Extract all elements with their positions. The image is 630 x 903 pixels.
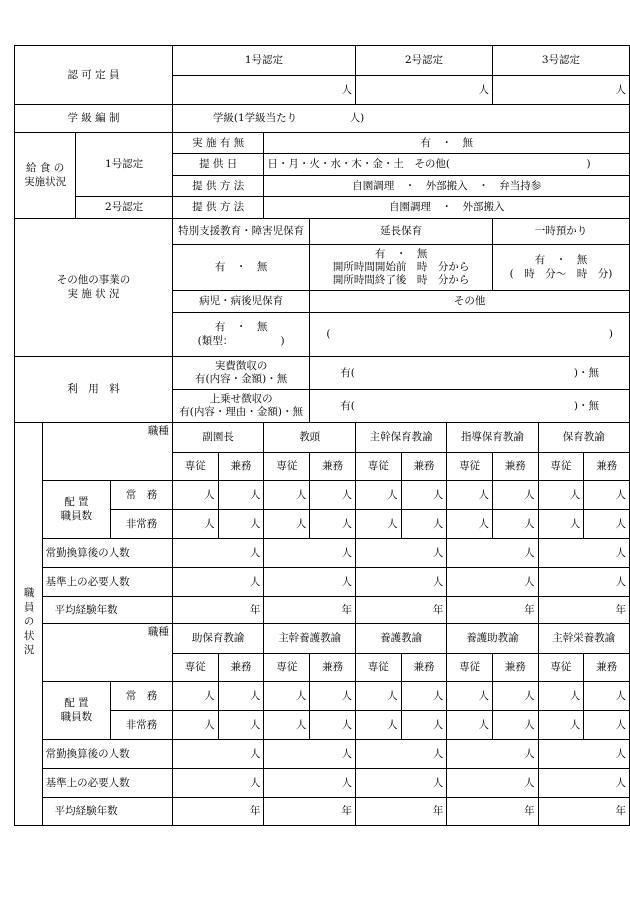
fulltime-header: 専従 — [172, 654, 218, 682]
temporary-care-header: 一時預かり — [492, 219, 629, 245]
staff-cell[interactable]: 人 — [492, 481, 538, 510]
staff-year-cell[interactable]: 年 — [538, 798, 629, 826]
staff-sum-cell[interactable]: 人 — [447, 568, 538, 597]
extended-care-value[interactable] — [310, 245, 493, 291]
staff-converted-row-2 — [15, 740, 630, 769]
fulltime-header: 専従 — [538, 453, 584, 481]
staff-cell[interactable]: 人 — [584, 510, 630, 539]
required-label: 基準上の必要人数 — [42, 769, 172, 798]
staff-year-cell[interactable]: 年 — [447, 798, 538, 826]
other-value[interactable] — [310, 313, 630, 357]
meals-method-label-1: 提 供 方 法 — [172, 176, 264, 197]
role-header-1-1: 教頭 — [264, 423, 356, 453]
staff-required-row-2 — [15, 769, 630, 798]
staff-cell[interactable]: 人 — [218, 682, 264, 711]
fees-extra-line2: 有(内容・理由・金額)・無 — [179, 406, 303, 418]
capacity-level2-header: 2号認定 — [355, 46, 492, 76]
parttime-header: 兼務 — [492, 654, 538, 682]
staff-cell[interactable]: 人 — [584, 711, 630, 740]
parttime-header: 兼務 — [584, 453, 630, 481]
staff-cell[interactable]: 人 — [401, 481, 447, 510]
staff-sum-cell[interactable]: 人 — [355, 568, 446, 597]
staff-cell[interactable]: 人 — [355, 481, 401, 510]
fulltime-header: 専従 — [172, 453, 218, 481]
staff-cell[interactable]: 人 — [310, 510, 356, 539]
required-label: 基準上の必要人数 — [42, 568, 172, 597]
staff-sum-cell[interactable]: 人 — [172, 769, 264, 798]
meals-days-value[interactable]: 日・月・火・水・木・金・土 その他( ) — [264, 154, 630, 176]
other-services-label — [15, 219, 173, 357]
staff-sum-cell[interactable]: 人 — [355, 539, 446, 568]
assigned-staff-label-1 — [42, 481, 111, 539]
staff-cell[interactable]: 人 — [401, 711, 447, 740]
staff-cell[interactable]: 人 — [355, 510, 401, 539]
sick-child-header: 病児・病後児保育 — [172, 291, 309, 313]
meals-method-value-2[interactable]: 自園調理 ・ 外部搬入 — [264, 197, 630, 219]
extended-care-end: 開所時間終了後 時 分から — [332, 274, 470, 287]
extended-care-yes-no: 有 ・ 無 — [374, 247, 428, 260]
other-header: その他 — [310, 291, 630, 313]
temporary-care-yes-no: 有 ・ 無 — [534, 254, 588, 267]
staff-year-cell[interactable]: 年 — [264, 798, 356, 826]
role-header-2-2: 養護教諭 — [355, 624, 446, 654]
meals-days-label: 提 供 日 — [172, 154, 264, 176]
fees-actual-open: 有( — [340, 366, 355, 379]
staff-cell[interactable]: 人 — [264, 510, 310, 539]
meals-label — [15, 133, 76, 219]
capacity-level1-header: 1号認定 — [172, 46, 355, 76]
temporary-care-value[interactable] — [492, 245, 629, 291]
extended-care-header: 延長保育 — [310, 219, 493, 245]
staff-cell[interactable]: 人 — [538, 510, 584, 539]
staff-cell[interactable]: 人 — [310, 682, 356, 711]
staff-converted-row-1 — [15, 539, 630, 568]
staff-sum-cell[interactable]: 人 — [172, 740, 264, 769]
parttime-header: 兼務 — [584, 654, 630, 682]
staff-cell[interactable]: 人 — [355, 711, 401, 740]
nonregular-label: 非常務 — [111, 510, 173, 539]
staff-cell[interactable]: 人 — [447, 481, 493, 510]
regular-label: 常 務 — [111, 682, 173, 711]
staff-regular-row-2 — [15, 682, 630, 711]
staff-sum-cell[interactable]: 人 — [538, 539, 629, 568]
staff-cell[interactable]: 人 — [447, 711, 493, 740]
staff-cell[interactable]: 人 — [538, 481, 584, 510]
fees-actual-value[interactable] — [310, 357, 630, 390]
staff-cell[interactable]: 人 — [538, 711, 584, 740]
staff-year-cell[interactable]: 年 — [355, 597, 446, 624]
meals-method-value-1[interactable]: 自園調理 ・ 外部搬入 ・ 弁当持参 — [264, 176, 630, 197]
other-open-paren: ( — [326, 328, 331, 341]
role-header-1-3: 指導保育教諭 — [447, 423, 538, 453]
nonregular-label: 非常務 — [111, 711, 173, 740]
experience-label: 平均経験年数 — [42, 597, 172, 624]
staff-cell[interactable]: 人 — [264, 711, 310, 740]
fees-label: 利 用 料 — [15, 357, 173, 423]
staff-cell[interactable]: 人 — [401, 682, 447, 711]
other-services-label-line2: 実 施 状 況 — [67, 287, 120, 300]
parttime-header: 兼務 — [310, 453, 356, 481]
staff-cell[interactable]: 人 — [492, 510, 538, 539]
capacity-label: 認 可 定 員 — [15, 46, 173, 105]
role-header-2-3: 養護助教諭 — [447, 624, 538, 654]
fulltime-header: 専従 — [538, 654, 584, 682]
meals-method-label-2: 提 供 方 法 — [172, 197, 264, 219]
staff-cell[interactable]: 人 — [310, 481, 356, 510]
staff-cell[interactable]: 人 — [538, 682, 584, 711]
fees-extra-open: 有( — [340, 399, 355, 412]
meals-implemented-value[interactable]: 有 ・ 無 — [264, 133, 630, 154]
job-type-label-1: 職種 — [42, 423, 172, 481]
staff-cell[interactable]: 人 — [492, 711, 538, 740]
staff-cell[interactable]: 人 — [584, 682, 630, 711]
fulltime-header: 専従 — [447, 453, 493, 481]
meals-label-line2: 実施状況 — [24, 175, 67, 188]
staff-sum-cell[interactable]: 人 — [355, 740, 446, 769]
parttime-header: 兼務 — [218, 654, 264, 682]
staff-sum-cell[interactable]: 人 — [264, 539, 356, 568]
other-services-label-line1: その他の事業の — [56, 274, 131, 287]
staff-cell[interactable]: 人 — [172, 481, 218, 510]
parttime-header: 兼務 — [401, 453, 447, 481]
staff-cell[interactable]: 人 — [218, 711, 264, 740]
assigned-line1: 配 置 — [64, 697, 89, 710]
staff-sum-cell[interactable]: 人 — [264, 740, 356, 769]
fulltime-header: 専従 — [355, 654, 401, 682]
role-header-2-0: 助保育教諭 — [172, 624, 264, 654]
fees-extra-label — [172, 390, 309, 423]
fees-actual-line1: 実費徴収の — [214, 359, 268, 372]
role-header-2-1: 主幹養護教諭 — [264, 624, 356, 654]
meals-label-line1: 給 食 の — [26, 162, 65, 175]
staff-sum-cell[interactable]: 人 — [447, 740, 538, 769]
job-type-label-2: 職種 — [42, 624, 172, 682]
temporary-care-time: ( 時 分～ 時 分) — [509, 267, 613, 280]
class-system-label: 学 級 編 制 — [15, 105, 173, 133]
staff-sum-cell[interactable]: 人 — [172, 539, 264, 568]
assigned-line2: 職員数 — [60, 509, 93, 522]
staff-year-cell[interactable]: 年 — [447, 597, 538, 624]
capacity-level3-value[interactable]: 人 — [492, 76, 629, 105]
staff-cell[interactable]: 人 — [492, 682, 538, 711]
sick-child-yes-no: 有 ・ 無 — [214, 321, 268, 334]
extended-care-start: 開所時間開始前 時 分から — [332, 260, 470, 273]
capacity-level2-value[interactable]: 人 — [355, 76, 492, 105]
staff-sum-cell[interactable]: 人 — [447, 539, 538, 568]
fulltime-header: 専従 — [264, 654, 310, 682]
staff-cell[interactable]: 人 — [584, 481, 630, 510]
staff-cell[interactable]: 人 — [264, 481, 310, 510]
staff-cell[interactable]: 人 — [355, 682, 401, 711]
staff-cell[interactable]: 人 — [447, 510, 493, 539]
fulltime-header: 専従 — [447, 654, 493, 682]
form-table — [14, 45, 630, 826]
role-header-2-4: 主幹栄養教諭 — [538, 624, 629, 654]
staff-cell[interactable]: 人 — [218, 510, 264, 539]
assigned-staff-label-2 — [42, 682, 111, 740]
fees-actual-close: )・無 — [573, 366, 599, 379]
staff-sum-cell[interactable]: 人 — [264, 769, 356, 798]
parttime-header: 兼務 — [401, 654, 447, 682]
staff-year-cell[interactable]: 年 — [172, 597, 264, 624]
fees-actual-line2: 有(内容・金額)・無 — [195, 373, 288, 385]
staff-cell[interactable]: 人 — [264, 682, 310, 711]
experience-label: 平均経験年数 — [42, 798, 172, 826]
parttime-header: 兼務 — [492, 453, 538, 481]
sick-child-type: (類型： ) — [197, 334, 285, 347]
converted-label: 常勤換算後の人数 — [42, 740, 172, 769]
meals-implemented-label: 実 施 有 無 — [172, 133, 264, 154]
role-header-1-0: 副園長 — [172, 423, 264, 453]
staff-cell[interactable]: 人 — [218, 481, 264, 510]
staff-sum-cell[interactable]: 人 — [355, 769, 446, 798]
other-close-paren: ) — [608, 328, 613, 341]
capacity-level1-value[interactable]: 人 — [172, 76, 355, 105]
assigned-line2: 職員数 — [60, 710, 93, 723]
staff-required-row-1 — [15, 568, 630, 597]
capacity-level3-header: 3号認定 — [492, 46, 629, 76]
meals-level2-label: 2号認定 — [76, 197, 173, 219]
staff-cell[interactable]: 人 — [172, 711, 218, 740]
staff-year-cell[interactable]: 年 — [355, 798, 446, 826]
fees-extra-close: )・無 — [573, 399, 599, 412]
staff-year-cell[interactable]: 年 — [264, 597, 356, 624]
staff-sum-cell[interactable]: 人 — [447, 769, 538, 798]
staff-experience-row-2 — [15, 798, 630, 826]
fees-extra-value[interactable] — [310, 390, 630, 423]
staff-year-cell[interactable]: 年 — [538, 597, 629, 624]
class-system-value[interactable]: 学級(1学級当たり 人) — [172, 105, 629, 133]
staff-cell[interactable]: 人 — [310, 711, 356, 740]
sick-child-value[interactable] — [172, 313, 309, 357]
staff-section-text: 職員の状況 — [22, 587, 35, 658]
parttime-header: 兼務 — [218, 453, 264, 481]
staff-sum-cell[interactable]: 人 — [538, 740, 629, 769]
facility-form — [14, 45, 630, 826]
parttime-header: 兼務 — [310, 654, 356, 682]
special-support-value[interactable]: 有 ・ 無 — [172, 245, 309, 291]
fees-extra-line1: 上乗せ徴収の — [209, 392, 273, 405]
staff-sum-cell[interactable]: 人 — [538, 568, 629, 597]
staff-section-label — [15, 423, 43, 826]
staff-cell[interactable]: 人 — [172, 510, 218, 539]
fulltime-header: 専従 — [264, 453, 310, 481]
staff-experience-row-1 — [15, 597, 630, 624]
staff-sum-cell[interactable]: 人 — [172, 568, 264, 597]
regular-label: 常 務 — [111, 481, 173, 510]
fees-actual-label — [172, 357, 309, 390]
special-support-header: 特別支援教育・障害児保育 — [172, 219, 309, 245]
staff-sum-cell[interactable]: 人 — [264, 568, 356, 597]
staff-year-cell[interactable]: 年 — [172, 798, 264, 826]
staff-sum-cell[interactable]: 人 — [538, 769, 629, 798]
assigned-line1: 配 置 — [64, 496, 89, 509]
role-header-1-2: 主幹保育教諭 — [355, 423, 446, 453]
fulltime-header: 専従 — [355, 453, 401, 481]
role-header-1-4: 保育教諭 — [538, 423, 629, 453]
converted-label: 常勤換算後の人数 — [42, 539, 172, 568]
staff-cell[interactable]: 人 — [401, 510, 447, 539]
staff-regular-row-1 — [15, 481, 630, 510]
meals-level1-label: 1号認定 — [76, 133, 173, 197]
staff-cell[interactable]: 人 — [172, 682, 218, 711]
staff-cell[interactable]: 人 — [447, 682, 493, 711]
